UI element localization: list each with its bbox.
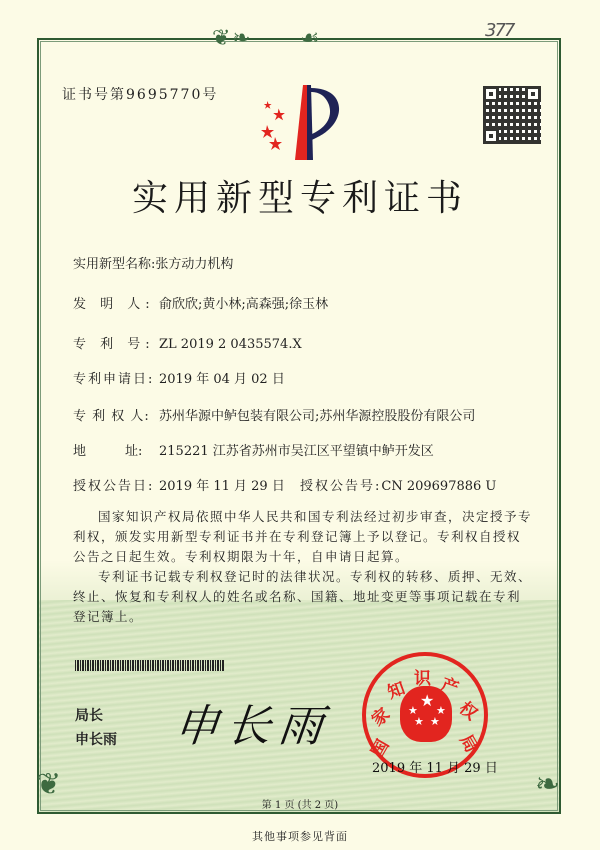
seal-char: 国 — [367, 736, 394, 762]
field-value: 张方动力机构 — [155, 257, 234, 272]
footer-note: 其他事项参见背面 — [252, 830, 348, 843]
director-title: 局长 — [75, 708, 103, 724]
seal-char: 局 — [455, 731, 482, 757]
seal-char: 知 — [384, 678, 408, 704]
field-value: CN 209697886 U — [381, 479, 497, 494]
seal-char: 权 — [454, 698, 481, 725]
emblem-star-icon: ★ — [420, 691, 435, 710]
ornament-top-center-icon: ❧ — [232, 26, 251, 51]
seal-char: 产 — [438, 674, 462, 700]
seal-date: 2019 年 11 月 29 日 — [372, 761, 498, 776]
barcode-icon — [75, 660, 225, 671]
handwritten-note: 377 — [485, 20, 514, 41]
seal-char: 家 — [368, 704, 395, 731]
emblem-star-icon: ★ — [408, 704, 418, 717]
qr-code-icon — [483, 86, 541, 144]
field-inventors — [73, 293, 328, 312]
document-title: 实用新型专利证书 — [131, 178, 468, 219]
field-grant-publication-number — [300, 475, 496, 494]
field-label: 专利申请日: — [73, 372, 155, 387]
field-grant-date — [73, 475, 285, 494]
emblem-star-icon: ★ — [436, 704, 446, 717]
page-indicator: 第 1 页 (共 2 页) — [261, 800, 339, 811]
ornament-top-left-icon: ❦ — [212, 26, 231, 51]
field-label: 实用新型名称: — [73, 257, 156, 272]
field-label: 地 址: — [73, 444, 143, 459]
field-label: 授权公告日: — [73, 479, 155, 494]
director-signature: 申长雨 — [171, 701, 334, 752]
emblem-star-icon: ★ — [414, 715, 424, 728]
field-utility-model-name — [73, 253, 233, 272]
field-value: 2019 年 11 月 29 日 — [159, 479, 285, 494]
ornament-bottom-left-icon: ❦ — [36, 767, 62, 802]
emblem-star-icon: ★ — [430, 715, 440, 728]
field-value: 2019 年 04 月 02 日 — [159, 372, 285, 387]
field-value: 俞欣欣;黄小林;高森强;徐玉林 — [159, 297, 329, 312]
field-address — [73, 440, 434, 459]
field-label: 发 明 人: — [73, 297, 155, 312]
paragraph-grant-statement: 国家知识产权局依照中华人民共和国专利法经过初步审查，决定授予专利权，颁发实用新型专利证书并在专利登记簿上予以登记。专利权自授权公告之日起生效。专利权期限为十年，自申请日起算。 — [73, 509, 533, 564]
field-label: 专 利 号: — [73, 337, 155, 352]
ornament-top-right-icon: ☙ — [300, 26, 320, 51]
field-application-date — [73, 368, 285, 387]
ornament-bottom-right-icon: ❧ — [535, 767, 561, 802]
field-label: 授权公告号: — [300, 479, 382, 494]
field-label: 专 利 权 人: — [73, 409, 150, 424]
field-value: 215221 江苏省苏州市吴江区平望镇中鲈开发区 — [159, 444, 434, 459]
paragraph-legal-status: 专利证书记载专利权登记时的法律状况。专利权的转移、质押、无效、终止、恢复和专利权人的姓名或名称、国籍、地址变更等事项记载在专利登记簿上。 — [73, 569, 533, 624]
field-patent-number — [73, 333, 302, 352]
cnipa-logo-icon — [255, 80, 355, 160]
field-value: ZL 2019 2 0435574.X — [159, 337, 302, 352]
field-patentee — [73, 405, 475, 424]
director-name: 申长雨 — [75, 732, 117, 748]
field-value: 苏州华源中鲈包装有限公司;苏州华源控股股份有限公司 — [159, 409, 476, 424]
certificate-number: 证书号第9695770号 — [62, 87, 219, 103]
seal-char: 识 — [414, 669, 431, 689]
